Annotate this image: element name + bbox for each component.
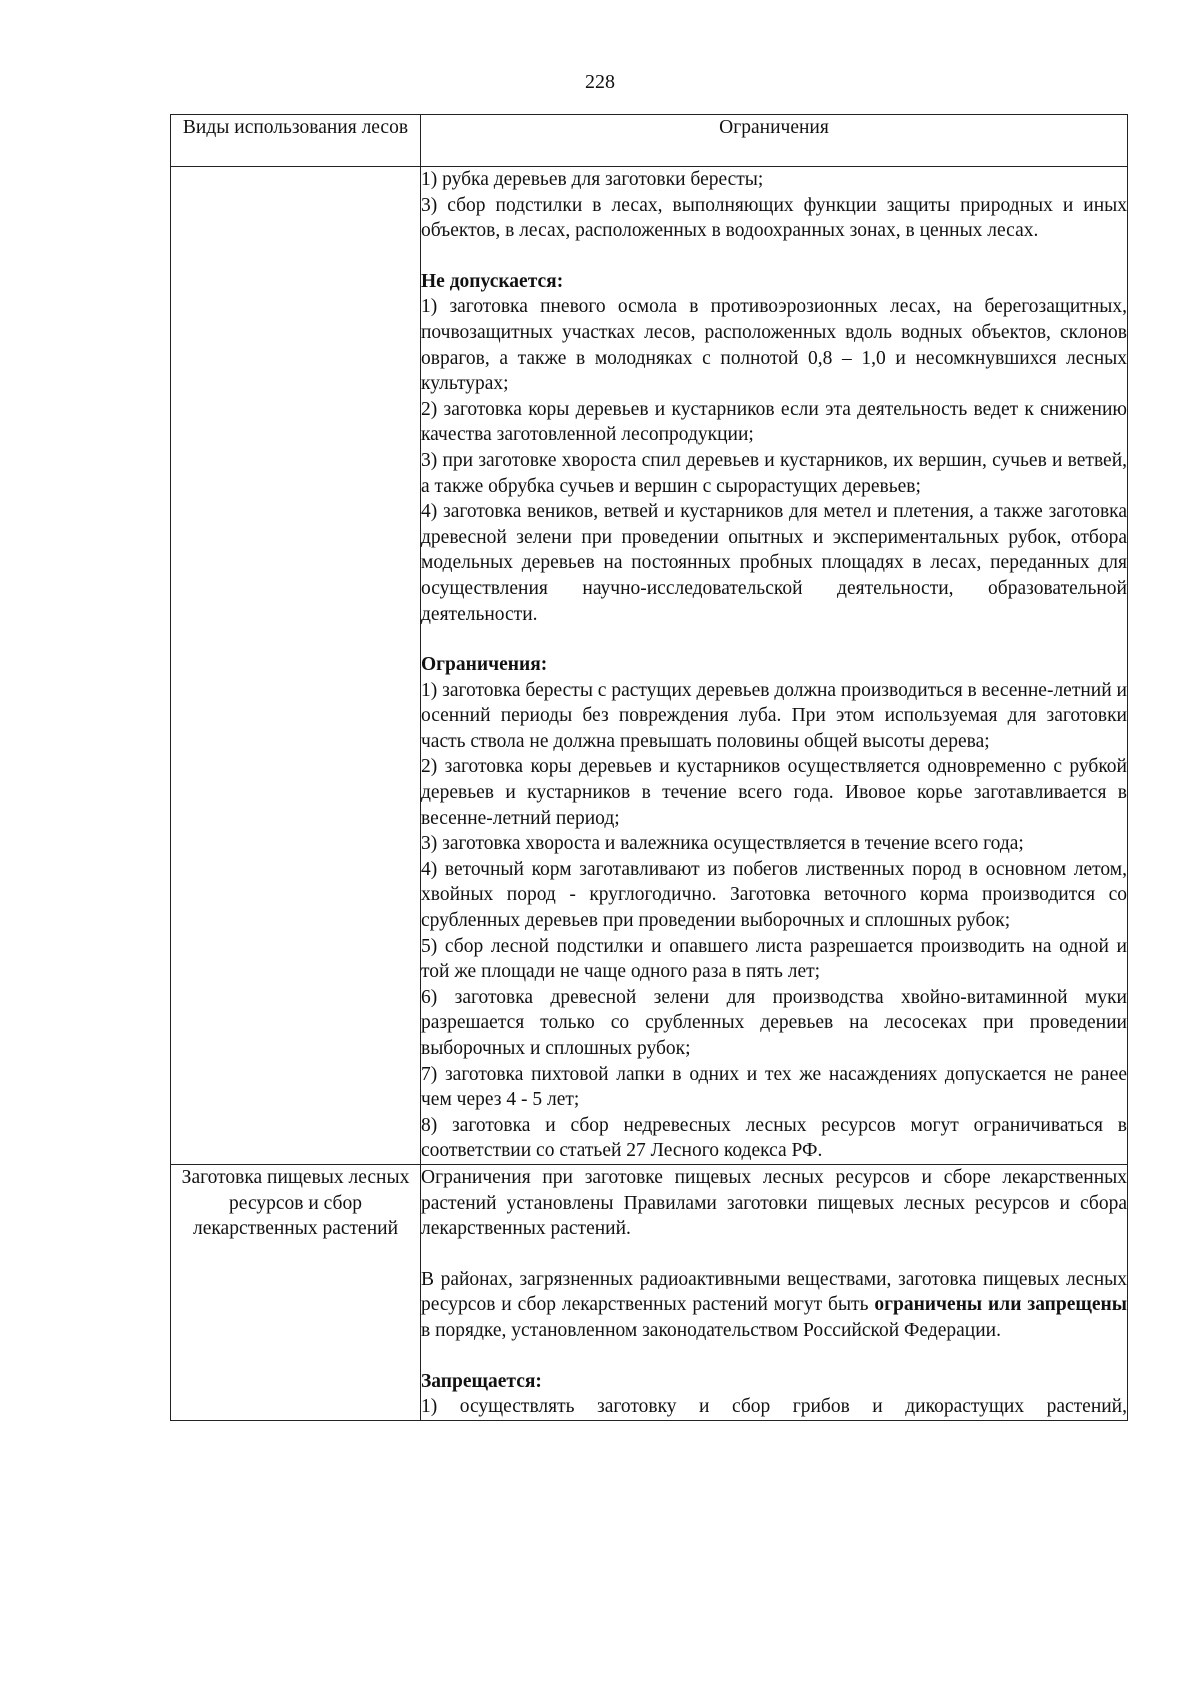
not-allowed-item: 2) заготовка коры деревьев и кустарников если эта деятельность ведет к снижению качества заготовленной лесопродукции;: [421, 398, 1127, 446]
forest-use-table: [170, 114, 1128, 1421]
limit-item: 5) сбор лесной подстилки и опавшего листа разрешается производить на одной и той же площади не чаще одного раза в пять лет;: [421, 935, 1127, 983]
limit-item: 1) заготовка бересты с растущих деревьев должна производиться в весенне-летний и осенний периоды без повреждения луба. При этом используемая для заготовки часть ствола не должна превышать половины общей высоты дерева;: [421, 679, 1127, 752]
limit-item: 3) заготовка хвороста и валежника осуществляется в течение всего года;: [421, 833, 1024, 855]
header-forest-use-types: Виды использования лесов: [171, 115, 421, 167]
row1-left-cell: [171, 167, 421, 1165]
limit-item: 7) заготовка пихтовой лапки в одних и тех же насаждениях допускается не ранее чем через 4 - 5 лет;: [421, 1063, 1127, 1111]
forbidden-item: 1) осуществлять заготовку и сбор грибов и дикорастущих растений,: [421, 1396, 1127, 1418]
limit-item: 6) заготовка древесной зелени для производства хвойно-витаминной муки разрешается только со срубленных деревьев на лесосеках при проведении выборочных и сплошных рубок;: [421, 986, 1127, 1059]
table-row: [171, 1164, 1128, 1420]
restriction-item: 3) сбор подстилки в лесах, выполняющих функции защиты природных и иных объектов, в лесах, расположенных в водоохранных зонах, в ценных лесах.: [421, 194, 1127, 242]
row2-forest-use-type: Заготовка пищевых лесных ресурсов и сбор лекарственных растений: [171, 1164, 421, 1420]
limits-heading: Ограничения:: [421, 654, 548, 676]
restriction-paragraph: Ограничения при заготовке пищевых лесных ресурсов и сборе лекарственных растений установлены Правилами заготовки пищевых лесных ресурсов и сбора лекарственных растений.: [421, 1166, 1127, 1240]
bold-phrase: ограничены или запрещены: [874, 1294, 1127, 1316]
limit-item: 2) заготовка коры деревьев и кустарников осуществляется одновременно с рубкой деревьев и кустарников в течение всего года. Ивовое корье заготавливается в весенне-летний период;: [421, 756, 1127, 829]
paragraph-text: В районах, загрязненных радиоактивными веществами, заготовка пищевых лесных ресурсов и сбор лекарственных растений могут быть: [421, 1268, 1127, 1316]
row1-restrictions-cell: [421, 167, 1128, 1165]
page-number: 228: [585, 71, 615, 93]
header-restrictions: Ограничения: [421, 115, 1128, 167]
radioactive-areas-paragraph: [421, 1267, 1127, 1344]
limit-item: 4) веточный корм заготавливают из побегов лиственных пород в основном летом, хвойных пород - круглогодично. Заготовка веточного корма производится со срубленных деревьев при проведении выборочных и сплошных рубок;: [421, 858, 1127, 932]
paragraph-text: в порядке, установленном законодательством Российской Федерации.: [421, 1319, 1001, 1341]
limit-item: 8) заготовка и сбор недревесных лесных ресурсов могут ограничиваться в соответствии со статьей 27 Лесного кодекса РФ.: [421, 1114, 1127, 1162]
not-allowed-heading: Не допускается:: [421, 270, 564, 292]
table-header-row: [171, 115, 1128, 167]
not-allowed-item: 3) при заготовке хвороста спил деревьев и кустарников, их вершин, сучьев и ветвей, а также обрубка сучьев и вершин с сырорастущих деревьев;: [421, 449, 1127, 497]
row2-restrictions-cell: [421, 1164, 1128, 1420]
not-allowed-item: 1) заготовка пневого осмола в противоэрозионных лесах, на берегозащитных, почвозащитных участках лесов, расположенных вдоль водных объектов, склонов оврагов, а также в молодняках с полнотой 0,8 – 1,0 и несомкнувшихся лесных культурах;: [421, 296, 1127, 395]
forbidden-heading: Запрещается:: [421, 1370, 542, 1392]
restriction-item: 1) рубка деревьев для заготовки бересты;: [421, 169, 764, 190]
not-allowed-item: 4) заготовка веников, ветвей и кустарников для метел и плетения, а также заготовка древесной зелени при проведении опытных и экспериментальных рубок, отбора модельных деревьев на постоянных пробных площадях в лесах, переданных для осуществления научно-исследовательской деятельности, образовательной деятельности.: [421, 501, 1127, 625]
table-row: [171, 167, 1128, 1165]
